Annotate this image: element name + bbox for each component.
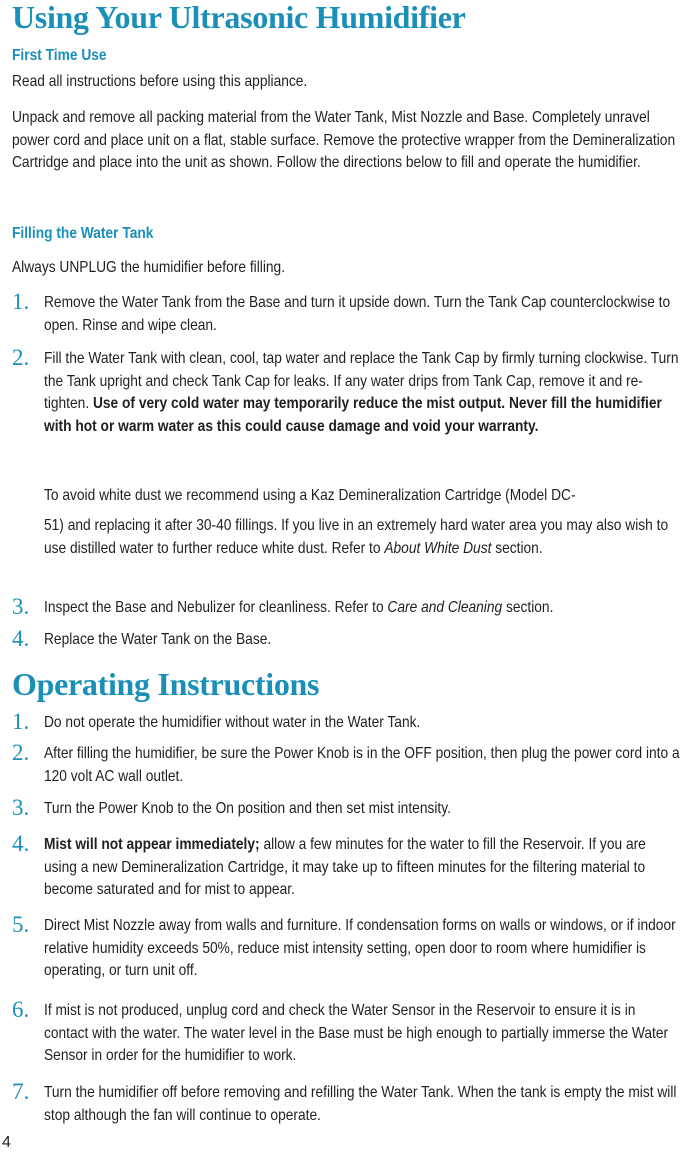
step-number: 3. <box>12 594 30 619</box>
section-title-using: Using Your Ultrasonic Humidifier <box>12 0 466 35</box>
white-dust-note <box>44 515 682 560</box>
step-number: 2. <box>12 740 30 765</box>
step-number: 6. <box>12 997 30 1022</box>
mist-delay-warning: Mist will not appear immediately; <box>44 836 260 853</box>
subheading-first-time-use: First Time Use <box>12 47 107 64</box>
step-number: 1. <box>12 709 30 734</box>
white-dust-note-line1: To avoid white dust we recommend using a Kaz Demineralization Cartridge (Model DC- <box>44 487 576 504</box>
step-text-after: section. <box>502 599 554 616</box>
step-number: 5. <box>12 912 30 937</box>
paragraph-read-instructions: Read all instructions before using this appliance. <box>12 73 308 90</box>
note-text: 51) and replacing it after 30-40 fillings. If you live in an extremely hard water area you may also wish to use distilled water to further reduce white dust. Refer to <box>44 517 669 557</box>
step-text: Turn the humidifier off before removing and refilling the Water Tank. When the tank is empty the mist will stop although the fan will continue to operate. <box>44 1084 677 1124</box>
section-title-operating: Operating Instructions <box>12 666 320 702</box>
step-number: 3. <box>12 795 30 820</box>
step-number: 4. <box>12 626 30 651</box>
step-text: Direct Mist Nozzle away from walls and furniture. If condensation forms on walls or windows, or if indoor relative humidity exceeds 50%, reduce mist intensity setting, open door to room where humidifier is operating, or turn unit off. <box>44 917 676 979</box>
step-number: 2. <box>12 345 30 370</box>
about-white-dust-ref: About White Dust <box>384 539 492 557</box>
step-text-regular: Fill the Water Tank with clean, cool, tap water and replace the Tank Cap by firmly turning clockwise. Turn the Tank upright and check Tank Cap for leaks. If any water drips from Tank Cap, remove it and re-tighten. <box>44 350 679 412</box>
step-text: Replace the Water Tank on the Base. <box>44 631 272 648</box>
step-number: 7. <box>12 1079 30 1104</box>
step-text <box>44 834 682 902</box>
paragraph-unplug: Always UNPLUG the humidifier before filling. <box>12 259 286 276</box>
step-number: 4. <box>12 831 30 856</box>
step-text: Turn the Power Knob to the On position and then set mist intensity. <box>44 800 451 817</box>
step-text: Remove the Water Tank from the Base and turn it upside down. Turn the Tank Cap counterclockwise to open. Rinse and wipe clean. <box>44 294 671 334</box>
step-text <box>44 348 682 438</box>
subheading-filling-water-tank: Filling the Water Tank <box>12 225 154 242</box>
step-text-regular: Inspect the Base and Nebulizer for cleanliness. Refer to <box>44 599 388 616</box>
step-text: If mist is not produced, unplug cord and check the Water Sensor in the Reservoir to ensure it is in contact with the water. The water level in the Base must be high enough to partially immerse the Water Sensor in order for the humidifier to work. <box>44 1002 669 1064</box>
step-text-regular: allow a few minutes for the water to fill the Reservoir. If you are using a new Demineralization Cartridge, it may take up to fifteen minutes for the filtering material to become saturated and for mist to appear. <box>44 836 646 898</box>
page-number: 4 <box>2 1134 11 1151</box>
note-after: section. <box>491 539 543 557</box>
paragraph-unpack: Unpack and remove all packing material from the Water Tank, Mist Nozzle and Base. Completely unravel power cord and place unit on a flat, stable surface. Remove the protective wrapper from the Demineralization Cartridge and place into the unit as shown. Follow the directions below to fill and operate the humidifier. <box>12 109 676 171</box>
care-and-cleaning-ref: Care and Cleaning <box>387 599 503 616</box>
warning-text: Use of very cold water may temporarily reduce the mist output. Never fill the humidifier with hot or warm water as this could cause damage and void your warranty. <box>44 395 662 435</box>
step-text: Do not operate the humidifier without water in the Water Tank. <box>44 714 421 731</box>
step-text: After filling the humidifier, be sure the Power Knob is in the OFF position, then plug the power cord into a 120 volt AC wall outlet. <box>44 745 680 785</box>
step-text <box>44 597 682 620</box>
step-number: 1. <box>12 289 30 314</box>
